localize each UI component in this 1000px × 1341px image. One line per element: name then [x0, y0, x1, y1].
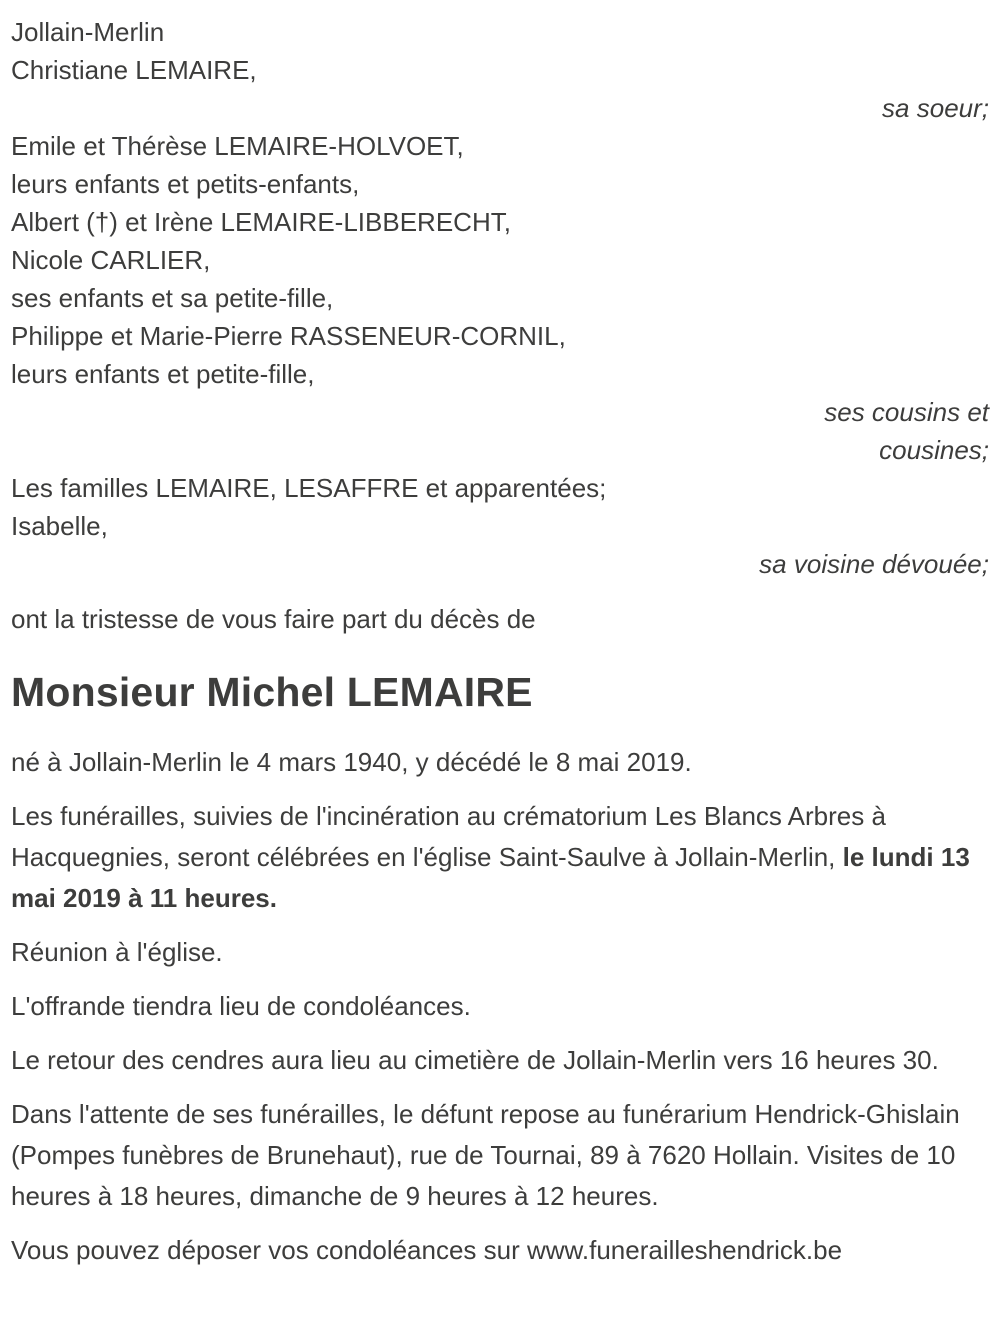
mourner-line: leurs enfants et petite-fille,: [11, 359, 315, 389]
repose-paragraph: Dans l'attente de ses funérailles, le défunt repose au funérarium Hendrick-Ghislain (Pompes funèbres de Brunehaut), rue de Tournai, 89 à 7620 Hollain. Visites de 10 heures à 18 heures, dimanche de 9 heures à 12 heures.: [11, 1099, 960, 1211]
offrande-paragraph: L'offrande tiendra lieu de condoléances.: [11, 991, 471, 1021]
mourner-line: Isabelle,: [11, 511, 108, 541]
mourner-line: Christiane LEMAIRE,: [11, 55, 257, 85]
mourner-line: Emile et Thérèse LEMAIRE-HOLVOET,: [11, 131, 464, 161]
funeral-datetime: le lundi 13 mai 2019 à 11 heures.: [11, 842, 970, 913]
mourner-line: Les familles LEMAIRE, LESAFFRE et apparentées;: [11, 473, 607, 503]
relation-line: sa voisine dévouée;: [759, 549, 989, 579]
mourner-line: Philippe et Marie-Pierre RASSENEUR-CORNIL,: [11, 321, 566, 351]
deceased-name: Monsieur Michel LEMAIRE: [11, 669, 533, 715]
intro-line: ont la tristesse de vous faire part du décès de: [11, 604, 536, 634]
relation-line: cousines;: [879, 435, 989, 465]
mourner-line: ses enfants et sa petite-fille,: [11, 283, 334, 313]
place-line: Jollain-Merlin: [11, 17, 165, 47]
relation-line: sa soeur;: [882, 93, 989, 123]
birth-death-line: né à Jollain-Merlin le 4 mars 1940, y décédé le 8 mai 2019.: [11, 747, 692, 777]
condoleances-paragraph: Vous pouvez déposer vos condoléances sur www.funerailleshendrick.be: [11, 1235, 843, 1265]
relation-line: ses cousins et: [824, 397, 989, 427]
mourner-line: leurs enfants et petits-enfants,: [11, 169, 360, 199]
reunion-paragraph: Réunion à l'église.: [11, 937, 223, 967]
mourner-line: Nicole CARLIER,: [11, 245, 211, 275]
funeral-text: Les funérailles, suivies de l'incinération au crématorium Les Blancs Arbres à Hacquegnies, seront célébrées en l'église Saint-Saulve à Jollain-Merlin,: [11, 801, 886, 872]
retour-paragraph: Le retour des cendres aura lieu au cimetière de Jollain-Merlin vers 16 heures 30.: [11, 1045, 939, 1075]
funeral-paragraph: [11, 796, 989, 919]
mourner-line: Albert (†) et Irène LEMAIRE-LIBBERECHT,: [11, 207, 511, 237]
